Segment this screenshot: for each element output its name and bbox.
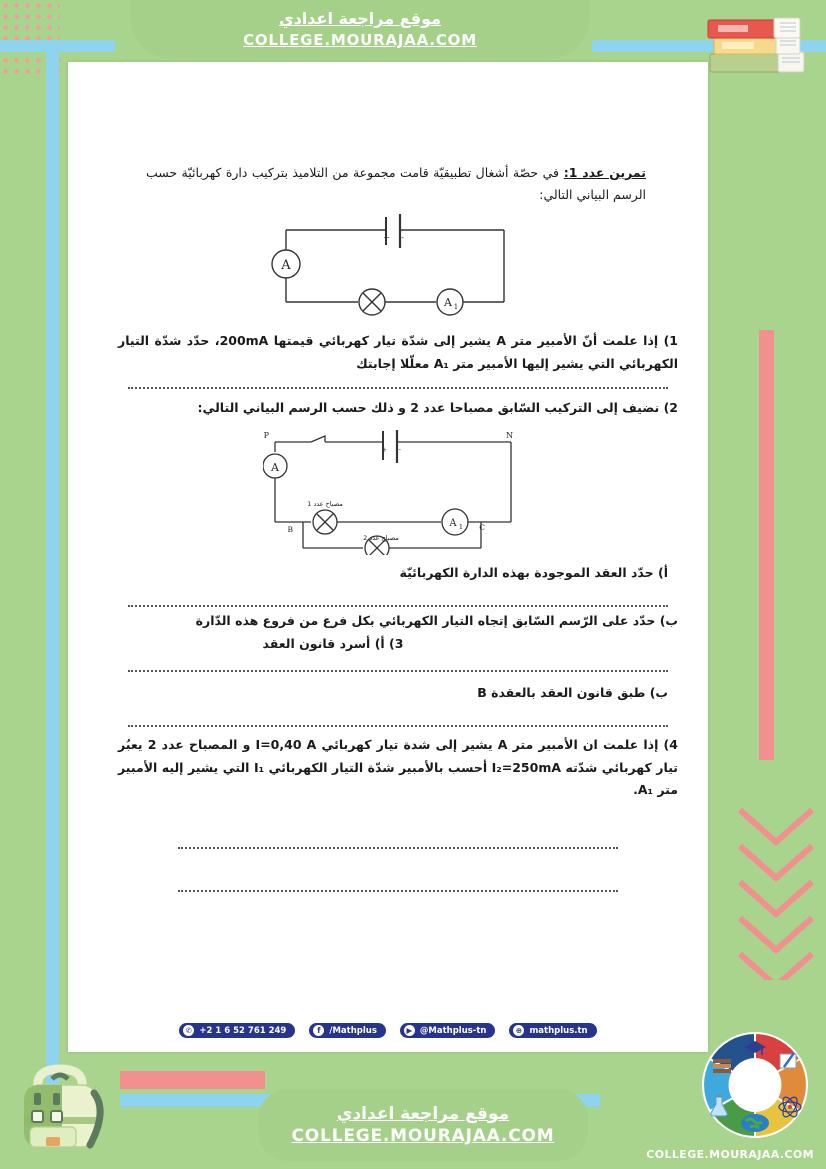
- question-2-text: نضيف إلى التركيب السّابق مصباحا عدد 2 و ذلك حسب الرسم البياني التالي:: [197, 400, 660, 415]
- youtube-icon: ▶: [404, 1025, 415, 1036]
- social-badge-youtube-label: @Mathplus-tn: [419, 1025, 487, 1036]
- chevron-decoration: [732, 790, 818, 980]
- question-5-number: 4): [663, 737, 678, 752]
- question-3b-number: ب): [659, 613, 678, 628]
- svg-text:C: C: [479, 523, 485, 532]
- social-badge-phone[interactable]: [179, 1023, 295, 1038]
- header-banner: [130, 0, 590, 58]
- question-4b-text: طبق قانون العقد بالعقدة B: [477, 685, 646, 700]
- svg-text:A: A: [271, 461, 279, 474]
- svg-text:1: 1: [458, 523, 464, 531]
- question-2: [118, 397, 678, 420]
- social-links-bar: [68, 1023, 708, 1038]
- footer-banner-arabic: موقع مراجعة اعدادي: [336, 1103, 510, 1124]
- social-badge-phone-label: +2 1 6 52 761 249: [199, 1025, 287, 1036]
- social-badge-facebook-label: /Mathplus: [329, 1025, 377, 1036]
- question-4a: [118, 633, 548, 656]
- footer-banner: [258, 1089, 588, 1161]
- svg-text:+: +: [381, 446, 387, 454]
- question-3a: [118, 562, 668, 585]
- header-banner-arabic: موقع مراجعة اعدادي: [278, 9, 442, 29]
- exercise-heading: [146, 162, 646, 206]
- pink-bar-right: [759, 330, 774, 760]
- circuit-diagram-2: [263, 430, 528, 555]
- svg-text:P: P: [263, 431, 269, 440]
- question-2-number: 2): [663, 400, 678, 415]
- social-badge-website[interactable]: [509, 1023, 596, 1038]
- answer-line-6[interactable]: [178, 890, 618, 893]
- backpack-illustration: [8, 1049, 118, 1159]
- svg-text:-: -: [398, 446, 401, 454]
- phone-icon: ✆: [183, 1025, 194, 1036]
- education-wheel-illustration: [690, 1029, 820, 1147]
- document-content: [68, 62, 708, 1052]
- answer-line-1[interactable]: [128, 387, 668, 390]
- svg-text:A: A: [444, 296, 452, 309]
- books-illustration: [692, 8, 812, 80]
- svg-text:N: N: [506, 431, 513, 440]
- answer-line-3[interactable]: [128, 670, 668, 673]
- question-3b-text: حدّد على الرّسم السّابق إتجاه التيار الكهربائي بكل فرع من فروع هذه الدّارة: [195, 613, 656, 628]
- backpack-icon: [8, 1049, 118, 1159]
- social-badge-website-label: mathplus.tn: [529, 1025, 588, 1036]
- education-wheel-icon: [690, 1029, 820, 1147]
- svg-text:A: A: [449, 518, 457, 529]
- question-3a-text: حدّد العقد الموجودة بهذه الدارة الكهربائيّة: [399, 565, 654, 580]
- exercise-label: تمرين عدد 1:: [563, 165, 647, 180]
- exercise-intro: في حصّة أشغال تطبيقيّة قامت مجموعة من التلاميذ بتركيب دارة كهربائيّة حسب الرسم البياني التالي:: [146, 165, 646, 202]
- header-banner-url[interactable]: COLLEGE.MOURAJAA.COM: [243, 30, 477, 49]
- svg-text:+: +: [383, 233, 390, 242]
- question-4a-number: 3) أ): [374, 636, 404, 651]
- question-4a-text: أسرد قانون العقد: [262, 636, 371, 651]
- question-1: [118, 330, 678, 375]
- answer-line-5[interactable]: [178, 847, 618, 850]
- social-badge-facebook[interactable]: [309, 1023, 386, 1038]
- answer-line-4[interactable]: [128, 725, 668, 728]
- facebook-icon: f: [313, 1025, 324, 1036]
- circuit-diagram-1: [268, 212, 518, 317]
- question-5-text: إذا علمت ان الأمبير متر A يشير إلى شدة تيار كهربائي I=0,40 A و المصباح عدد 2 يعبُر تيار كهربائي شدّته I₂=250mA أحسب بالأمبير شدّة التيار الكهربائي I₁ التي يشير إليه الأمبير متر A₁.: [118, 737, 678, 797]
- svg-text:1: 1: [453, 303, 459, 311]
- svg-text:B: B: [287, 525, 293, 534]
- books-icon: [692, 8, 812, 80]
- question-1-number: 1): [663, 333, 678, 348]
- question-1-text: إذا علمت أنّ الأمبير متر A يشير إلى شدّة تيار كهربائي قيمتها 200mA، حدّد شدّة التيار الكهربائي التي يشير إليها الأمبير متر A₁ معلّلا إجابتك: [118, 333, 678, 371]
- chevron-icon: [732, 790, 818, 980]
- svg-text:-: -: [401, 233, 404, 242]
- question-5: [118, 734, 678, 802]
- question-4b: [118, 682, 668, 705]
- question-3b: [118, 610, 678, 633]
- answer-line-2[interactable]: [128, 605, 668, 608]
- pink-bar-bottom-left: [120, 1071, 265, 1089]
- social-badge-youtube[interactable]: [400, 1023, 496, 1038]
- globe-icon: ⊕: [513, 1025, 524, 1036]
- lamp1-label: مصباح عدد 1: [307, 500, 343, 508]
- footer-banner-url[interactable]: COLLEGE.MOURAJAA.COM: [291, 1126, 555, 1147]
- question-4b-number: ب): [649, 685, 668, 700]
- question-3a-number: أ): [658, 565, 668, 580]
- lamp2-label: مصباح عدد 2: [363, 534, 399, 542]
- blue-bar-left: [46, 40, 59, 1090]
- document-page: [68, 62, 708, 1052]
- svg-text:A: A: [281, 258, 291, 273]
- corner-watermark-url: COLLEGE.MOURAJAA.COM: [646, 1148, 814, 1161]
